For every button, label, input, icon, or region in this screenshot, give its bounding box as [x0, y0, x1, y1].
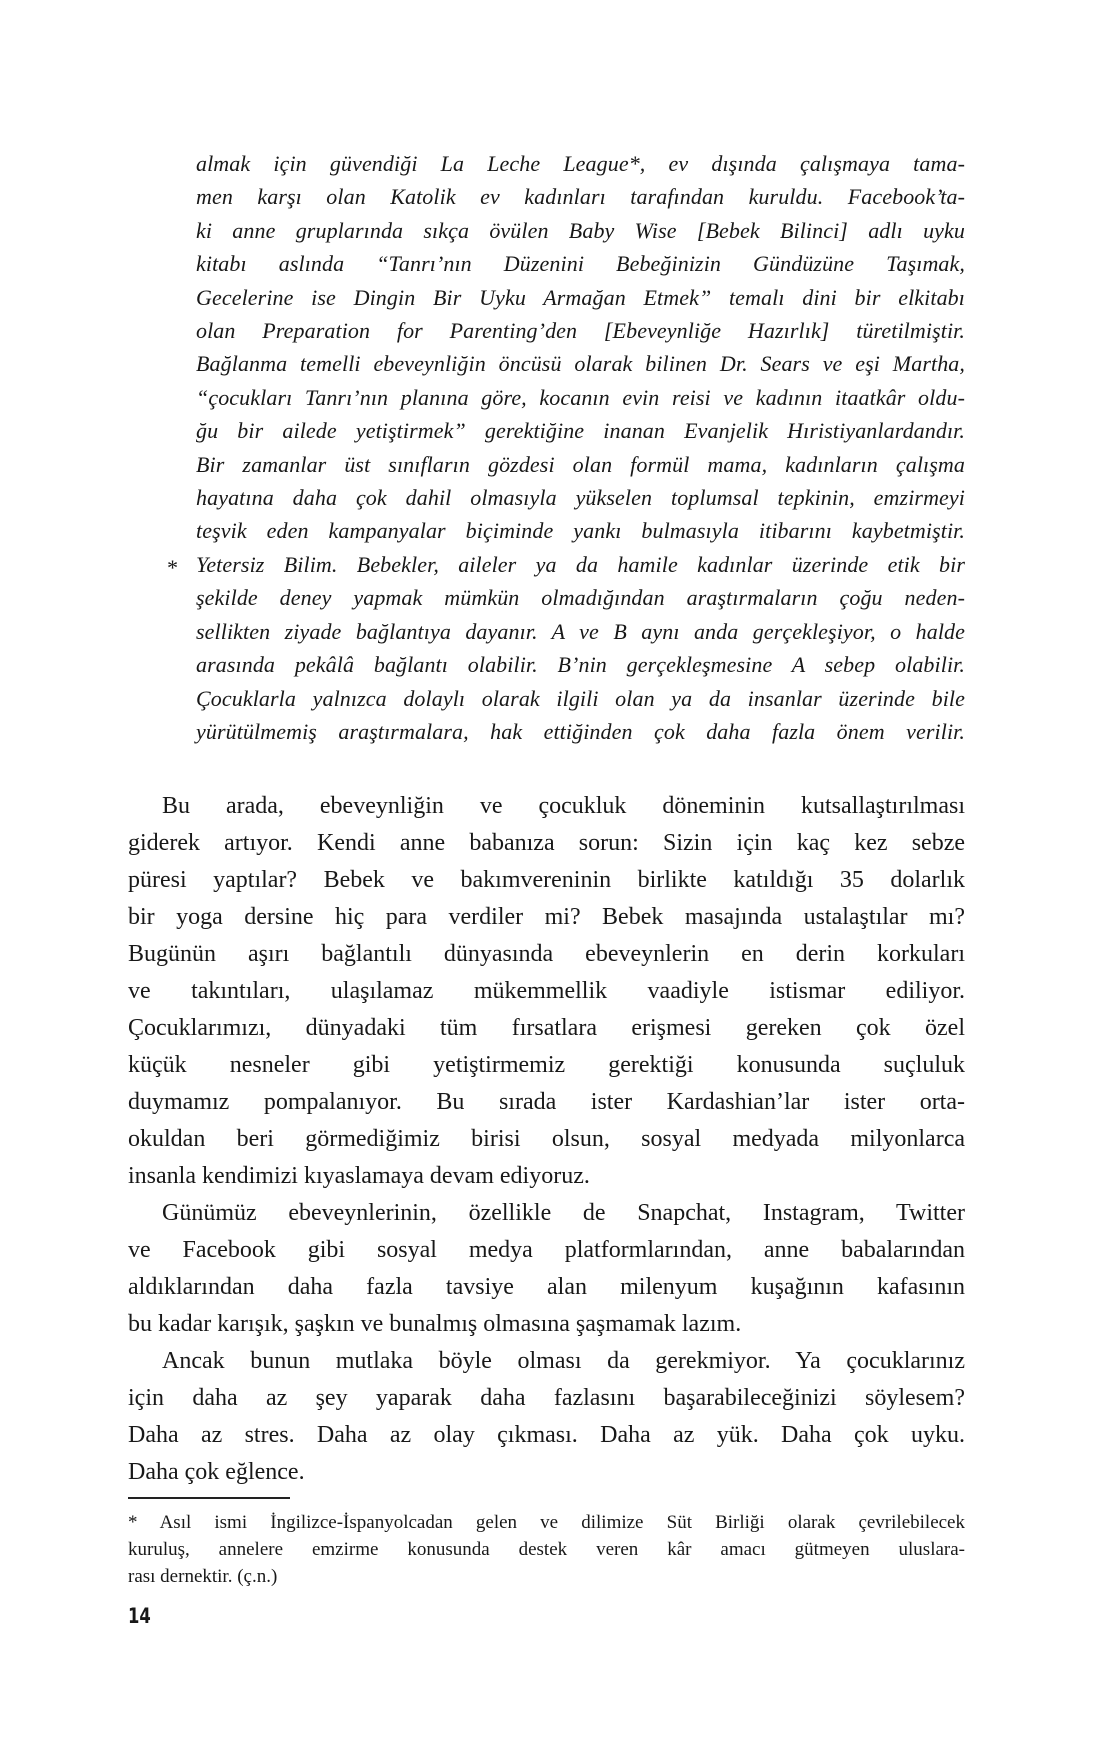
- footnote-divider: [128, 1497, 290, 1499]
- text-line: Bir zamanlar üst sınıfların gözdesi olan formül mama, kadınların çalışma: [196, 451, 965, 477]
- text-line: sellikten ziyade bağlantıya dayanır. A ve B aynı anda gerçekleşiyor, o halde: [196, 618, 965, 644]
- text-line: püresi yaptılar? Bebek ve bakımvereninin birlikte katıldığı 35 dolarlık: [128, 867, 965, 894]
- text-line: Daha az stres. Daha az olay çıkması. Daha az yük. Daha çok uyku.: [128, 1422, 965, 1449]
- text-line: ğu bir ailede yetiştirmek” gerektiğine inanan Evanjelik Hıristiyanlardandır.: [196, 418, 965, 444]
- text-line: ve takıntıları, ulaşılamaz mükemmellik vaadiyle istismar ediliyor.: [128, 978, 965, 1005]
- text-line: Daha çok eğlence.: [128, 1459, 305, 1486]
- text-line: aldıklarından daha fazla tavsiye alan milenyum kuşağının kafasının: [128, 1274, 965, 1301]
- text-line: ve Facebook gibi sosyal medya platformlarından, anne babalarından: [128, 1237, 965, 1264]
- text-line: Bu arada, ebeveynliğin ve çocukluk döneminin kutsallaştırılması: [162, 793, 965, 820]
- text-line: Günümüz ebeveynlerinin, özellikle de Snapchat, Instagram, Twitter: [162, 1200, 965, 1227]
- text-line: rası dernektir. (ç.n.): [128, 1566, 278, 1588]
- page-number: 14: [128, 1604, 151, 1629]
- paragraph-3: [128, 1343, 965, 1491]
- text-line: şekilde deney yapmak mümkün olmadığından araştırmaların çoğu neden-: [196, 585, 965, 611]
- text-line: olan Preparation for Parenting’den [Ebeveynliğe Hazırlık] türetilmiştir.: [196, 318, 965, 344]
- asterisk-footnote-block: [166, 548, 965, 748]
- text-line: için daha az şey yaparak daha fazlasını başarabileceğinizi söylesem?: [128, 1385, 965, 1412]
- text-line: insanla kendimizi kıyaslamaya devam ediyoruz.: [128, 1163, 590, 1190]
- text-line: kitabı aslında “Tanrı’nın Düzenini Bebeğinizin Gündüzüne Taşımak,: [196, 251, 965, 277]
- quote-block: [196, 147, 965, 548]
- text-line: küçük nesneler gibi yetiştirmemiz gerektiği konusunda suçluluk: [128, 1052, 965, 1079]
- text-line: Çocuklarla yalnızca dolaylı olarak ilgili olan ya da insanlar üzerinde bile: [196, 685, 965, 711]
- body-text: [128, 788, 965, 1491]
- text-line: hayatına daha çok dahil olmasıyla yükselen toplumsal tepkinin, emzirmeyi: [196, 485, 965, 511]
- text-line: bir yoga dersine hiç para verdiler mi? Bebek masajında ustalaştılar mı?: [128, 904, 965, 931]
- text-line: arasında pekâlâ bağlantı olabilir. B’nin gerçekleşmesine A sebep olabilir.: [196, 652, 965, 678]
- text-line: almak için güvendiği La Leche League*, ev dışında çalışmaya tama-: [196, 151, 965, 176]
- text-line: “çocukları Tanrı’nın planına göre, kocanın evin reisi ve kadının itaatkâr oldu-: [196, 384, 965, 410]
- text-line: men karşı olan Katolik ev kadınları tarafından kuruldu. Facebook’ta-: [196, 184, 965, 210]
- paragraph-1: [128, 788, 965, 1195]
- text-line: Yetersiz Bilim. Bebekler, aileler ya da hamile kadınlar üzerinde etik bir: [196, 551, 965, 577]
- asterisk-footnote-lines: [196, 548, 965, 748]
- footnote-marker: *: [166, 554, 178, 580]
- text-line: Bağlanma temelli ebeveynliğin öncüsü olarak bilinen Dr. Sears ve eşi Martha,: [196, 351, 965, 377]
- text-line: * Asıl ismi İngilizce-İspanyolcadan gelen ve dilimize Süt Birliği olarak çevrilebilecek: [128, 1512, 965, 1534]
- text-line: giderek artıyor. Kendi anne babanıza sorun: Sizin için kaç kez sebze: [128, 830, 965, 857]
- text-line: Çocuklarımızı, dünyadaki tüm fırsatlara erişmesi gereken çok özel: [128, 1015, 965, 1042]
- text-line: bu kadar karışık, şaşkın ve bunalmış olmasına şaşmamak lazım.: [128, 1311, 742, 1338]
- text-line: okuldan beri görmediğimiz birisi olsun, sosyal medyada milyonlarca: [128, 1126, 965, 1153]
- text-line: Gecelerine ise Dingin Bir Uyku Armağan Etmek” temalı dini bir elkitabı: [196, 284, 965, 310]
- text-line: kuruluş, annelere emzirme konusunda destek veren kâr amacı gütmeyen uluslara-: [128, 1539, 965, 1561]
- text-line: Ancak bunun mutlaka böyle olması da gerekmiyor. Ya çocuklarınız: [162, 1348, 965, 1375]
- text-line: ki anne gruplarında sıkça övülen Baby Wise [Bebek Bilinci] adlı uyku: [196, 217, 965, 243]
- text-line: teşvik eden kampanyalar biçiminde yankı bulmasıyla itibarını kaybetmiştir.: [196, 518, 965, 544]
- text-line: yürütülmemiş araştırmalara, hak ettiğinden çok daha fazla önem verilir.: [196, 718, 965, 744]
- footnote: [128, 1509, 965, 1590]
- text-line: duymamız pompalanıyor. Bu sırada ister Kardashian’lar ister orta-: [128, 1089, 965, 1116]
- text-line: Bugünün aşırı bağlantılı dünyasında ebeveynlerin en derin korkuları: [128, 941, 965, 968]
- paragraph-2: [128, 1195, 965, 1343]
